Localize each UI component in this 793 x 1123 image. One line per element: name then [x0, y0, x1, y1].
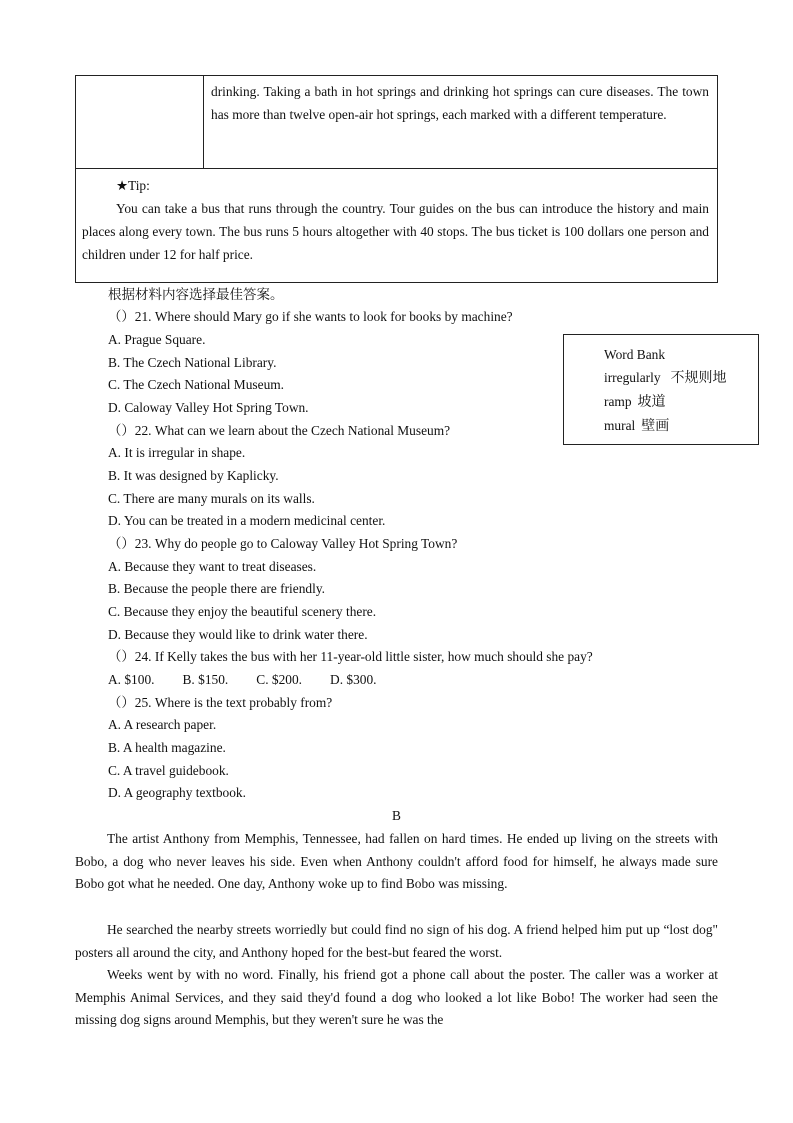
question-option: A. $100.	[108, 672, 155, 687]
info-table	[75, 75, 718, 283]
word-bank-item	[604, 390, 758, 414]
question-option: C. $200.	[256, 672, 303, 687]
word-bank	[563, 334, 759, 445]
question-options-row	[108, 670, 405, 690]
instruction: 根据材料内容选择最佳答案。	[108, 287, 284, 303]
question-option: B. It was designed by Kaplicky.	[108, 468, 279, 483]
passage-paragraph: He searched the nearby streets worriedly but could find no sign of his dog. A friend helped him put up “lost dog" posters all around the city, and Anthony hoped for the best-but feared the worst.	[75, 922, 718, 960]
tip-text: You can take a bus that runs through the country. Tour guides on the bus can introduce the history and main places along every town. The bus runs 5 hours altogether with 40 stops. The bus ticket is 100 dollars one person and children under 12 for half price.	[82, 201, 709, 262]
question-option: D. Because they would like to drink water there.	[108, 627, 368, 642]
question-stem: （）21. Where should Mary go if she wants to look for books by machine?	[108, 309, 513, 324]
question-option: C. There are many murals on its walls.	[108, 491, 315, 506]
table-cell-empty	[76, 76, 204, 168]
question-option: B. A health magazine.	[108, 740, 226, 755]
section-heading: B	[392, 808, 401, 823]
question-option: C. The Czech National Museum.	[108, 377, 285, 392]
tip-label: ★Tip:	[116, 178, 150, 193]
word-bank-meaning: 壁画	[641, 418, 670, 434]
word-bank-meaning: 坡道	[637, 394, 666, 410]
question-option: B. $150.	[182, 672, 229, 687]
question-option: D. $300.	[330, 672, 377, 687]
question-option: D. A geography textbook.	[108, 785, 246, 800]
tip-box	[76, 169, 717, 282]
question-option: A. A research paper.	[108, 717, 217, 732]
question-option: C. A travel guidebook.	[108, 763, 229, 778]
passage-paragraph: Weeks went by with no word. Finally, his friend got a phone call about the poster. The caller was a worker at Memphis Animal Services, and they said they'd found a dog who looked a lot like Bobo! The worker had seen the missing dog signs around Memphis, but they weren't sure he was the	[75, 967, 718, 1028]
question-stem: （）24. If Kelly takes the bus with her 11-year-old little sister, how much should she pay?	[108, 649, 593, 664]
word-bank-meaning: 不规则地	[670, 370, 727, 386]
question-option: C. Because they enjoy the beautiful scenery there.	[108, 604, 377, 619]
table-row	[76, 76, 717, 169]
word-bank-item	[604, 366, 758, 390]
word-bank-term: ramp	[604, 394, 632, 409]
question-option: A. It is irregular in shape.	[108, 445, 246, 460]
table-cell-text: drinking. Taking a bath in hot springs and drinking hot springs can cure diseases. The town has more than twelve open-air hot springs, each marked with a different temperature.	[211, 84, 709, 122]
word-bank-term: irregularly	[604, 370, 661, 385]
question-option: B. The Czech National Library.	[108, 355, 277, 370]
passage-paragraph: The artist Anthony from Memphis, Tennessee, had fallen on hard times. He ended up living on the streets with Bobo, a dog who never leaves his side. Even when Anthony couldn't afford food for himself, he always made sure Bobo got what he needed. One day, Anthony woke up to find Bobo was missing.	[75, 831, 718, 892]
word-bank-item	[604, 414, 758, 438]
question-stem: （）25. Where is the text probably from?	[108, 695, 333, 710]
question-option: A. Prague Square.	[108, 332, 206, 347]
question-option: B. Because the people there are friendly.	[108, 581, 326, 596]
question-stem: （）23. Why do people go to Caloway Valley Hot Spring Town?	[108, 536, 458, 551]
question-option: A. Because they want to treat diseases.	[108, 559, 317, 574]
question-option: D. You can be treated in a modern medicinal center.	[108, 513, 386, 528]
word-bank-term: mural	[604, 418, 636, 433]
question-stem: （）22. What can we learn about the Czech National Museum?	[108, 423, 451, 438]
question-option: D. Caloway Valley Hot Spring Town.	[108, 400, 309, 415]
word-bank-title: Word Bank	[604, 347, 666, 362]
